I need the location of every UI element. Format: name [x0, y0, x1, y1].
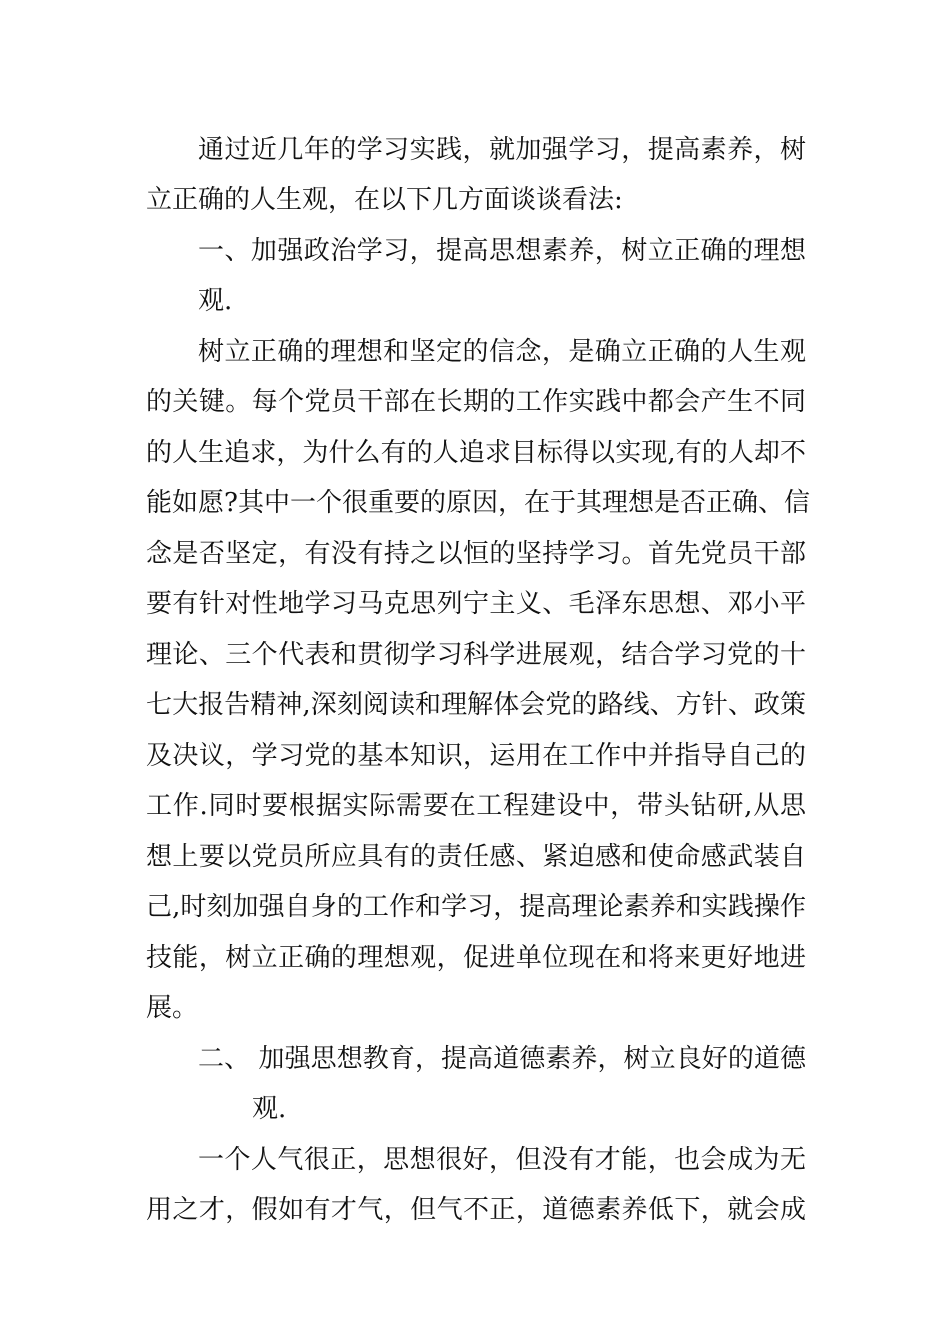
paragraph-1-line-11: 想上要以党员所应具有的责任感、紧迫感和使命感武装自 — [146, 842, 806, 872]
paragraph-1-line-5: 念是否坚定，有没有持之以恒的坚持学习。首先党员干部 — [146, 539, 806, 569]
paragraph-1-line-2: 的关键。每个党员干部在长期的工作实践中都会产生不同 — [146, 387, 806, 417]
paragraph-1-line-9: 及决议，学习党的基本知识，运用在工作中并指导自己的 — [146, 741, 806, 771]
paragraph-1-line-6: 要有针对性地学习马克思列宁主义、毛泽东思想、邓小平 — [146, 589, 806, 619]
heading-2-line-1: 二、 加强思想教育，提高道德素养，树立良好的道德 — [198, 1044, 806, 1074]
paragraph-1-line-7: 理论、三个代表和贯彻学习科学进展观，结合学习党的十 — [146, 640, 806, 670]
paragraph-1-line-10: 工作.同时要根据实际需要在工程建设中，带头钻研,从思 — [146, 791, 806, 821]
heading-1-line-1: 一、加强政治学习，提高思想素养，树立正确的理想 — [198, 236, 806, 266]
paragraph-2-line-2: 用之才，假如有才气，但气不正，道德素养低下，就会成 — [146, 1195, 806, 1225]
paragraph-1-line-4: 能如愿?其中一个很重要的原因，在于其理想是否正确、信 — [146, 488, 810, 518]
intro-line-1: 通过近几年的学习实践，就加强学习，提高素养，树 — [198, 135, 806, 165]
paragraph-1-line-3: 的人生追求，为什么有的人追求目标得以实现,有的人却不 — [146, 438, 806, 468]
paragraph-1-line-13: 技能，树立正确的理想观，促进单位现在和将来更好地进 — [146, 943, 806, 973]
paragraph-1-line-8: 七大报告精神,深刻阅读和理解体会党的路线、方针、政策 — [146, 690, 806, 720]
paragraph-1-line-12: 己,时刻加强自身的工作和学习，提高理论素养和实践操作 — [146, 892, 806, 922]
heading-1-line-2: 观. — [198, 286, 233, 316]
intro-line-2: 立正确的人生观，在以下几方面谈谈看法: — [146, 185, 623, 215]
paragraph-1-line-14: 展。 — [146, 993, 199, 1023]
paragraph-1-line-1: 树立正确的理想和坚定的信念，是确立正确的人生观 — [198, 337, 806, 367]
paragraph-2-line-1: 一个人气很正，思想很好，但没有才能，也会成为无 — [198, 1145, 806, 1175]
heading-2-line-2: 观. — [252, 1094, 287, 1124]
